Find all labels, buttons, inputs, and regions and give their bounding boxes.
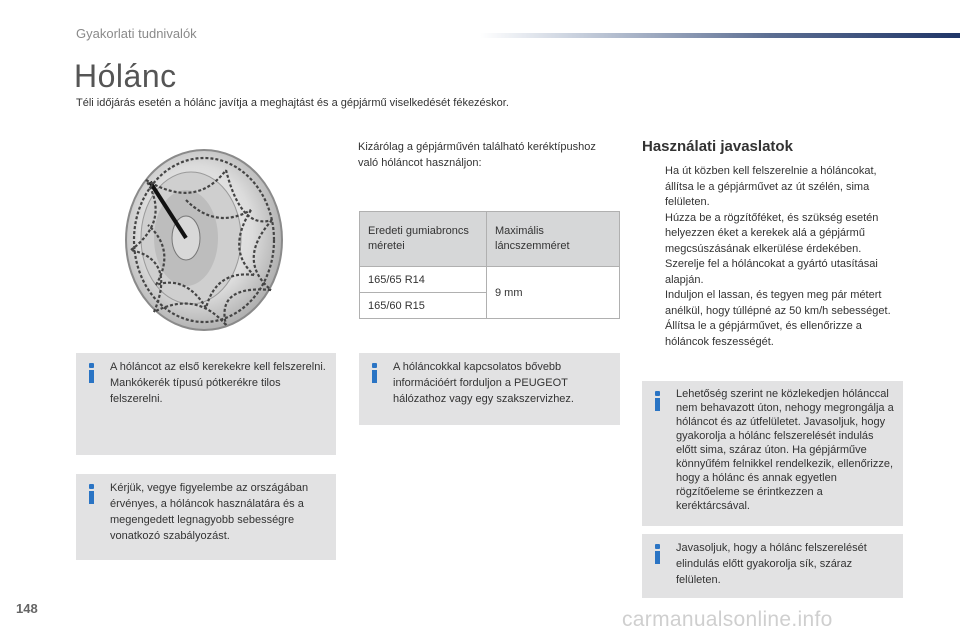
info-icon	[86, 484, 96, 504]
info-icon	[369, 363, 379, 383]
page-number: 148	[16, 601, 38, 616]
section-header: Gyakorlati tudnivalók	[76, 26, 197, 41]
page-title: Hólánc	[74, 58, 177, 94]
tyre-snow-chain-illustration	[76, 140, 336, 340]
info-box-peugeot	[359, 353, 620, 425]
info-icon	[652, 391, 662, 411]
tips-list	[642, 164, 907, 350]
list-item	[642, 257, 907, 288]
watermark: carmanualsonline.info	[622, 608, 833, 631]
info-box-flat-surface	[642, 534, 903, 598]
table-cell: 165/60 R15	[360, 293, 487, 319]
info-icon	[652, 544, 662, 564]
tip-text: Induljon el lassan, és tegyen meg pár métert anélkül, hogy túllépné az 50 km/h sebességet.	[665, 289, 891, 317]
list-item	[642, 211, 907, 258]
tip-text: Ha út közben kell felszerelnie a hóláncokat, állítsa le a gépjárművet az út szélén, sima felületen.	[665, 165, 877, 208]
tip-text: Állítsa le a gépjárművet, és ellenőrizze a hóláncok feszességét.	[665, 320, 862, 348]
info-box-practice	[642, 381, 903, 526]
info-icon	[86, 363, 96, 383]
info-text: Kérjük, vegye figyelembe az országában érvényes, a hóláncok használatára és a megengedett legnagyobb sebességre vonatkozó szabályozást.	[110, 482, 309, 542]
table-header-row	[360, 212, 620, 267]
list-item	[642, 288, 907, 319]
table-cell-max-size: 9 mm	[487, 267, 620, 319]
intro-text: Téli időjárás esetén a hólánc javítja a meghajtást és a gépjármű viselkedését fékezéskor.	[76, 97, 509, 109]
tips-title: Használati javaslatok	[642, 138, 793, 155]
info-text: A hóláncot az első kerekekre kell felszerelni. Mankókerék típusú pótkerékre tilos felszerelni.	[110, 361, 326, 405]
chain-size-table	[359, 211, 620, 319]
table-header-cell: Maximális láncszemméret	[487, 212, 620, 267]
info-box-front-wheels	[76, 353, 336, 455]
table-row	[360, 267, 620, 293]
table-header-cell: Eredeti gumiabroncs méretei	[360, 212, 487, 267]
info-text: Lehetőség szerint ne közlekedjen hólánccal nem behavazott úton, nehogy megrongálja a hóláncot és az útfelületet. Javasoljuk, hogy gyakorolja a hólánc felszerelését indulás előtt sima, száraz úton. Ha gépjárműve könnyűfém felnikkel rendelkezik, ellenőrizze, hogy a hólánc és annak egyetlen rögzítőeleme se érintkezzen a keréktárcsával.	[676, 388, 894, 512]
list-item	[642, 164, 907, 211]
tip-text: Szerelje fel a hóláncokat a gyártó utasításai alapján.	[665, 258, 878, 286]
info-box-regulations	[76, 474, 336, 560]
info-text: A hóláncokkal kapcsolatos bővebb információért forduljon a PEUGEOT hálózathoz vagy egy szakszervizhez.	[393, 361, 574, 405]
tip-text: Húzza be a rögzítőféket, és szükség esetén helyezzen éket a kerekek alá a gépjármű megcsúszásának elkerülése érdekében.	[665, 211, 879, 255]
list-item	[642, 319, 907, 350]
usage-intro: Kizárólag a gépjárművén található keréktípushoz való hóláncot használjon:	[358, 141, 596, 169]
info-text: Javasoljuk, hogy a hólánc felszerelését elindulás előtt gyakorolja sík, száraz felületen.	[676, 542, 867, 586]
header-bar	[480, 33, 960, 38]
table-cell: 165/65 R14	[360, 267, 487, 293]
